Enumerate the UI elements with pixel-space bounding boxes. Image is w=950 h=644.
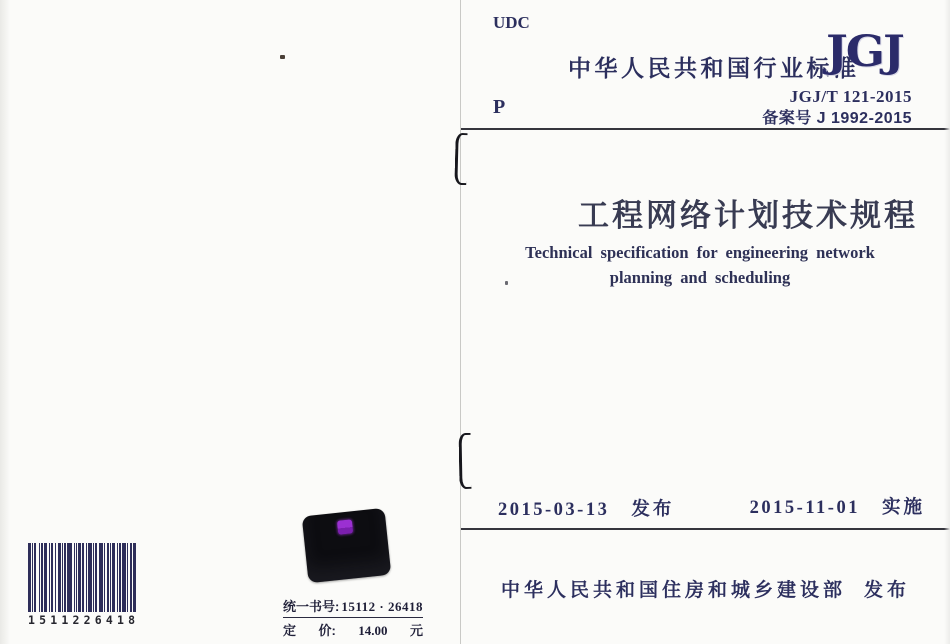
record-number: 备案号 J 1992-2015 xyxy=(762,110,912,127)
classification-code: P xyxy=(493,96,506,118)
title-english-line2: planning and scheduling xyxy=(609,268,791,287)
binding-staple-mark-bottom xyxy=(459,433,472,489)
unified-book-number-row xyxy=(283,596,423,618)
book-number-label: 统一书号: xyxy=(283,599,340,614)
binding-staple-mark-top xyxy=(454,133,467,185)
barcode-bars-icon xyxy=(28,543,136,612)
ink-speck xyxy=(280,55,285,59)
price-currency: 元 xyxy=(409,623,423,638)
implement-date-row xyxy=(750,493,925,519)
publisher-name: 中华人民共和国住房和城乡建设部 xyxy=(500,580,846,601)
spine-fold-line xyxy=(460,0,461,644)
title-chinese: 工程网络计划技术规程 xyxy=(578,198,918,233)
ink-speck xyxy=(505,281,508,285)
standard-number: JGJ/T 121-2015 xyxy=(789,87,912,106)
standard-type-heading: 中华人民共和国行业标准 xyxy=(568,55,860,81)
issue-date-row xyxy=(498,495,674,521)
price-sticker xyxy=(302,508,392,583)
isbn-barcode xyxy=(28,543,140,627)
book-number-value: 15112 · 26418 xyxy=(341,599,423,614)
footer-divider-rule xyxy=(461,528,950,530)
price-value: 14.00 xyxy=(358,623,388,638)
publisher-emblem-icon xyxy=(336,519,352,534)
price-label-char1: 定 xyxy=(283,623,297,638)
jgj-logo: JGJ xyxy=(826,25,903,77)
price-row xyxy=(283,620,423,639)
title-english xyxy=(456,240,944,290)
price-label-char2: 价: xyxy=(318,623,336,638)
title-english-line1: Technical specification for engineering network xyxy=(525,243,875,262)
implement-label: 实施 xyxy=(881,496,925,517)
issue-label: 发布 xyxy=(631,498,675,519)
publisher-row xyxy=(461,575,950,602)
implement-date: 2015-11-01 xyxy=(749,498,860,518)
barcode-digits: 1511226418 xyxy=(28,613,140,627)
publisher-label: 发布 xyxy=(864,580,911,601)
issue-date: 2015-03-13 xyxy=(498,500,610,520)
header-divider-rule xyxy=(461,128,950,130)
udc-label: UDC xyxy=(493,13,530,32)
book-number-block xyxy=(283,596,423,639)
